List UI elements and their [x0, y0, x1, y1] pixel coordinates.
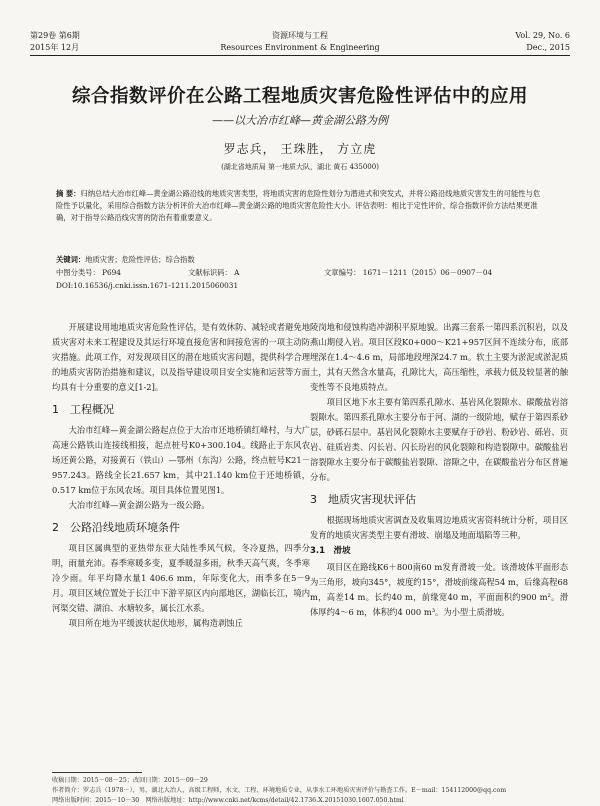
paper-subtitle: ——以大冶市红峰—黄金湖公路为例: [212, 114, 388, 127]
journal-cn: 资源环境与工程: [272, 31, 328, 40]
paragraph: 项目所在地为平缓波状起伏地形，属构造剥蚀丘: [68, 618, 243, 628]
keywords-text: 地质灾害；危险性评估；综合指数: [85, 255, 195, 264]
paragraph: 项目区在路线K6＋800南60 m发育滑坡一处。该滑坡体平面形态为三角形，坡向345°，坡度约15°，滑坡前缘高程54 m，后缘高程68 m，高差14 m。长约40 m，前缘宽40 m，平面面积约900 m²。滑体厚约4～6 m，体积约4 000 m³。为小型土质滑坡。: [310, 562, 568, 617]
abstract-label: 摘 要：: [56, 189, 81, 198]
header-right: [515, 30, 570, 54]
keywords-label: 关键词：: [56, 255, 86, 264]
article-no: 文章编号： 1671－1211（2015）06－0907－04: [324, 268, 493, 277]
paragraph: 大冶市红峰—黄金湖公路起点位于大冶市还地桥镇红峰村，与大广高速公路铁山连接线相接，起点桩号K0+300.104。线路止于东风农场还黄公路，对接黄石（铁山）—鄂州（东沟）公路，终点桩号K21－957.243。路线全长21.657 km，其中21.140 km位于还地桥镇，0.517 km位于东风农场。项目具体位置见图1。: [52, 425, 310, 495]
volume-cn: 第29卷 第6期: [30, 31, 80, 40]
header-rule: [30, 55, 570, 56]
paragraph: 大冶市红峰—黄金湖公路为一级公路。: [68, 500, 210, 510]
date-en: Dec., 2015: [526, 43, 570, 52]
abstract-text: 归纳总结大冶市红峰—黄金湖公路沿线的地质灾害类型，将地质灾害的危险性划分为潜进式和突发式，并将公路沿线地质灾害发生的可能性与危险性予以量化，采用综合指数方法分析评价大冶市红峰—黄金湖公路的地质灾害危险性大小。评估表明：相比于定性评价，综合指数评价方法结果更准确，对于指导公路沿线灾害的防治有着重要意义。: [56, 189, 541, 223]
doi: DOI:10.16536/j.cnki.issn.1671-1211.2015060031: [56, 281, 239, 290]
abstract: [56, 188, 544, 225]
doc-code: 文献标识码： A: [188, 268, 240, 277]
intro-paragraph: 开展建设用地地质灾害危险性评估，是有效休防、减轻或者避免地质灾害对未来工程建设及其运行环境直接危害和间接危害的一项主动防灾措施。此项工作，对发现项目区的潜在地质灾害问题，提供科学合理的地质灾害防治措施和建议，以及指导建设项目安全实施和运营等方面均具有十分重要的意义[1-2]。: [52, 322, 310, 392]
doi-line: [56, 280, 560, 292]
received-date: 收稿日期：2015－08－25；改回日期：2015－09－29: [52, 777, 208, 784]
date-cn: 2015年 12月: [30, 43, 80, 52]
affiliation: (湖北省地质局 第一地质大队，湖北 黄石 435000): [221, 163, 379, 171]
section-heading-1: 1 工程概况: [52, 403, 114, 416]
section-heading-2: 2 公路沿线地质环境条件: [52, 521, 180, 534]
clc: 中图分类号： P694: [56, 268, 121, 277]
subsection-heading-3-1: 3.1 滑坡: [310, 546, 351, 556]
paragraph: 根据现场地质灾害调查及收集周边地质灾害资料统计分析，项目区发育的地质灾害类型主要有滑坡、崩塌及地面塌陷等三种。: [310, 515, 568, 540]
paragraph: 项目区属典型的亚热带东亚大陆性季风气候，冬冷夏热，四季分明，雨量充沛。春季寒暖多变，夏季暖湿多雨，秋季天高气爽，冬季寒冷少雨。年平均降水量1 406.6 mm，年际变化大，雨季多在5－9月。项目区域位置处于长江中下游平原区内向部地区，湖临长江，境内河渠交错、湖泊、水塘较多，属长江水系。: [52, 543, 310, 613]
paragraph: 陵岗地和侵蚀构造冲湖积平原地貌。出露三套系一第四系沉积岩，以及燕山期侵入岩。项目区段K0+000～K21+957区间不连续分布，底部埋深在1.4～4.6 m，局部地段埋深24.7 m。软土主要为淤泥或淤泥质土，其有天然含水量高，孔隙比大，高压缩性，承载力低及较显著的触变性等不良地质特点。: [310, 322, 568, 392]
running-header: [30, 30, 570, 56]
section-heading-3: 3 地质灾害现状评估: [310, 493, 416, 506]
online-publication: 网络出版时间：2015－10－30 网络出版地址：http://www.cnki.net/kcms/detail/42.1736.X.20151030.1607.050.html: [52, 797, 404, 804]
footnote-rule: [52, 772, 142, 773]
header-center: [30, 30, 570, 54]
footnote: [52, 776, 570, 806]
volume-en: Vol. 29, No. 6: [515, 31, 570, 40]
paragraph: 项目区地下水主要有第四系孔隙水、基岩风化裂隙水、碳酸盐岩溶裂隙水。第四系孔隙水主要分布于河、湖的一级阶地，赋存于第四系砂层，砂砾石层中。基岩风化裂隙水主要赋存于砂岩、粉砂岩、砾岩、页岩、硅质岩类、闪长岩、闪长玢岩的风化裂隙和构造裂隙中。碳酸盐岩溶裂隙水主要分布于碳酸盐岩裂隙、溶隙之中，在碳酸盐岩分布区普遍分布。: [310, 397, 568, 482]
right-column: [310, 320, 568, 620]
journal-en: Resources Environment & Engineering: [220, 43, 380, 52]
paper-title: 综合指数评价在公路工程地质灾害危险性评估中的应用: [71, 86, 528, 107]
author-bio: 作者简介：罗志兵（1978－），男，湖北大冶人，高级工程师，水文、工程、环境地质专业，从事水工环地质灾害评价与勘查工作。E－mail：154112000@qq.com: [52, 787, 507, 794]
left-column: [52, 320, 310, 631]
keywords: [56, 254, 560, 266]
authors: 罗志兵， 王珠胜， 方立虎: [223, 142, 377, 156]
classification-line: [56, 267, 560, 279]
